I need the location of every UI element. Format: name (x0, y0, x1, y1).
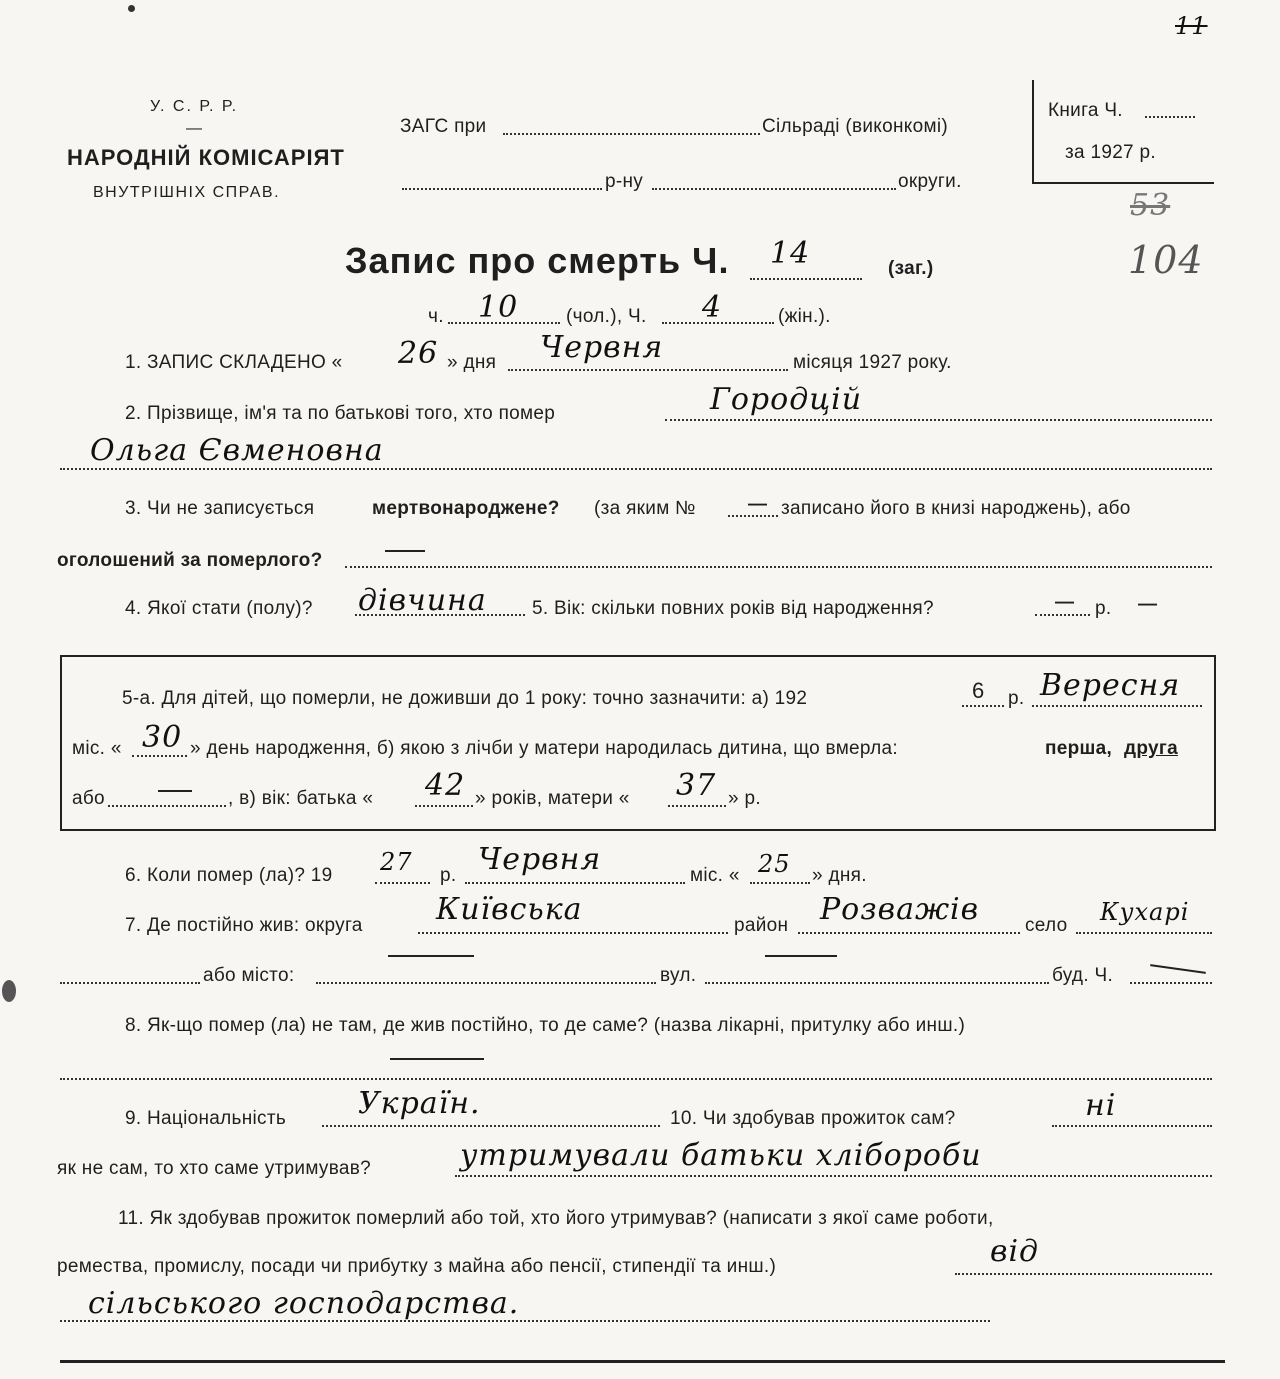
item5a-month-line (1032, 705, 1202, 707)
item5a-other-line (108, 805, 226, 807)
item7-okruga-line (418, 932, 728, 934)
item5a-first: перша, (1045, 738, 1113, 759)
zags-suffix: Сільраді (виконкомі) (762, 116, 948, 137)
item5a-abo: або (72, 788, 105, 809)
item11-line1: 11. Як здобував прожиток померлий або той, хто його утримував? (написати з якої саме роботи, (118, 1208, 994, 1229)
item7-vul-line (705, 982, 1049, 984)
female-count: 4 (702, 290, 723, 325)
item5a-mother-line (668, 805, 726, 807)
item7-vul-dash (765, 955, 837, 957)
item5-value: — (1055, 592, 1075, 613)
item5a-year-digit: 6 (972, 678, 985, 703)
item10-label: 10. Чи здобував прожиток сам? (670, 1108, 956, 1129)
item5a-day: 30 (142, 720, 183, 755)
item6-month: Червня (478, 842, 602, 877)
item5-label: 5. Вік: скільки повних років від народження? (532, 598, 934, 619)
item10-value: ні (1085, 1088, 1117, 1123)
record-number-line (750, 278, 862, 280)
item11-line2-fill (955, 1273, 1212, 1275)
item2-name: Ольга Євменовна (90, 433, 384, 468)
new-number: 104 (1128, 238, 1204, 282)
item5a-father-age: 42 (425, 768, 466, 803)
item6-day: 25 (758, 850, 791, 878)
item2-label: 2. Прізвище, ім'я та по батькові того, хто помер (125, 403, 556, 424)
item11-answer2: сільського господарства. (88, 1286, 520, 1321)
item8-line (60, 1078, 1212, 1080)
item7-vul: вул. (660, 965, 697, 986)
item7-selo-line (1076, 932, 1212, 934)
item7-okruga: Київська (436, 892, 583, 927)
item5a-second: друга (1124, 738, 1178, 759)
item1-day: 26 (398, 336, 439, 371)
item9-line (322, 1125, 660, 1127)
item4-value: дівчина (358, 583, 487, 618)
item3-mid: (за яким № (594, 498, 696, 519)
ink-blot (128, 5, 135, 12)
item6-r: р. (440, 865, 457, 886)
item9-value: Україн. (358, 1086, 481, 1121)
item5a-year-line (962, 705, 1004, 707)
item7-misto-line (316, 982, 656, 984)
item2-line (665, 419, 1212, 421)
item7-selo: Кухарі (1100, 898, 1190, 926)
item6-year: 27 (380, 848, 413, 876)
item3-end: записано його в книзі народжень), або (781, 498, 1131, 519)
book-number-line (1145, 116, 1195, 118)
item5a-mis: міс. « (72, 738, 122, 759)
item10-answer: утримували батьки хлібороби (460, 1138, 982, 1173)
item5a-day-line (132, 755, 187, 757)
item1-suffix: місяця 1927 року. (793, 352, 952, 373)
zags-prefix: ЗАГС при (400, 116, 487, 137)
item7-bud: буд. Ч. (1052, 965, 1114, 986)
male-count: 10 (478, 290, 519, 325)
item1-label: 1. ЗАПИС СКЛАДЕНО « (125, 352, 343, 373)
record-suffix: (заг.) (888, 258, 934, 279)
district-label: р-ну (605, 171, 644, 192)
item3-label: 3. Чи не записується (125, 498, 315, 519)
book-box (1032, 80, 1214, 184)
item5a-year-unit: р. (1008, 688, 1025, 709)
male-label: (чол.), Ч. (566, 306, 647, 327)
item2-line2 (60, 468, 1212, 470)
item1-day-close: » дня (447, 352, 497, 373)
item5-extra: — (1138, 594, 1158, 615)
zags-line (503, 133, 760, 135)
book-label: Книга Ч. (1048, 100, 1123, 121)
bottom-rule (60, 1360, 1225, 1363)
item11-answer1: від (990, 1234, 1040, 1269)
item7-bud-dash (1150, 964, 1206, 974)
item1-month-line (508, 369, 788, 371)
book-year: за 1927 р. (1065, 142, 1156, 163)
item5a-line2: » день народження, б) якою з лічби у матери народилась дитина, що вмерла: (190, 738, 898, 759)
item6-month-line (465, 882, 685, 884)
item1-month: Червня (540, 330, 664, 365)
okrug-label: округи. (898, 171, 962, 192)
okrug-line (652, 188, 896, 190)
item6-year-line (375, 882, 430, 884)
item7-raion-label: район (734, 915, 789, 936)
item6-dnia: » дня. (812, 865, 867, 886)
item5a-other (158, 790, 192, 792)
item3-stillborn: мертвонароджене? (372, 498, 560, 519)
item6-day-line (750, 882, 810, 884)
item5a-line3a: , в) вік: батька « (228, 788, 374, 809)
record-title: Запис про смерть Ч. (345, 240, 730, 281)
item11-line2: ремества, промислу, посади чи прибутку з майна або пенсії, стипендії та инш.) (57, 1256, 777, 1277)
item3-number: — (748, 494, 768, 515)
item7-label: 7. Де постійно жив: округа (125, 915, 363, 936)
item7-selo-label: село (1025, 915, 1068, 936)
item3-declared-dead: оголошений за померлого? (57, 550, 323, 571)
item7-raion-line (798, 932, 1020, 934)
item7-misto-dash (388, 955, 474, 957)
item5a-line3b: » років, матери « (475, 788, 630, 809)
record-number: 14 (770, 236, 811, 271)
item10-line2: як не сам, то хто саме утримував? (57, 1158, 372, 1179)
item9-label: 9. Національність (125, 1108, 287, 1129)
ussr-label: У. С. Р. Р. (150, 98, 239, 115)
item3-line2 (345, 566, 1212, 568)
item8-dash (390, 1058, 484, 1060)
district-line (402, 188, 602, 190)
item5a-mother-age: 37 (676, 768, 717, 803)
item7-misto: або місто: (203, 965, 295, 986)
item6-label: 6. Коли помер (ла)? 19 (125, 865, 333, 886)
item3-answer (385, 550, 425, 552)
commissariat-title: НАРОДНІЙ КОМІСАРІЯТ (67, 145, 345, 170)
ink-blot (2, 980, 16, 1002)
item2-surname: Городцій (710, 382, 863, 417)
item4-label: 4. Якої стати (полу)? (125, 598, 313, 619)
female-label: (жін.). (778, 306, 831, 327)
item6-mis: міс. « (690, 865, 740, 886)
item5a-month: Вересня (1040, 668, 1181, 703)
item7-raion: Розважів (820, 892, 980, 927)
item5a-line3c: » р. (728, 788, 761, 809)
item5-line (1035, 614, 1090, 616)
item8-label: 8. Як-що помер (ла) не там, де жив постійно, то де саме? (назва лікарні, притулку або инш.) (125, 1015, 966, 1036)
item7-bud-line (1130, 982, 1212, 984)
internal-affairs-label: ВНУТРІШНІХ СПРАВ. (93, 184, 281, 201)
item5-unit: р. (1095, 598, 1112, 619)
old-number: 53 (1130, 188, 1171, 223)
item5a-father-line (415, 805, 473, 807)
item5a-line1: 5-а. Для дітей, що померли, не доживши до 1 року: точно зазначити: а) 192 (122, 688, 808, 709)
item7-line2-start (60, 982, 200, 984)
item10-line (1052, 1125, 1212, 1127)
header-separator: — (186, 120, 203, 137)
ch-prefix: ч. (428, 306, 444, 327)
corner-mark: 11 (1175, 12, 1208, 40)
item10-answer-line (455, 1175, 1212, 1177)
